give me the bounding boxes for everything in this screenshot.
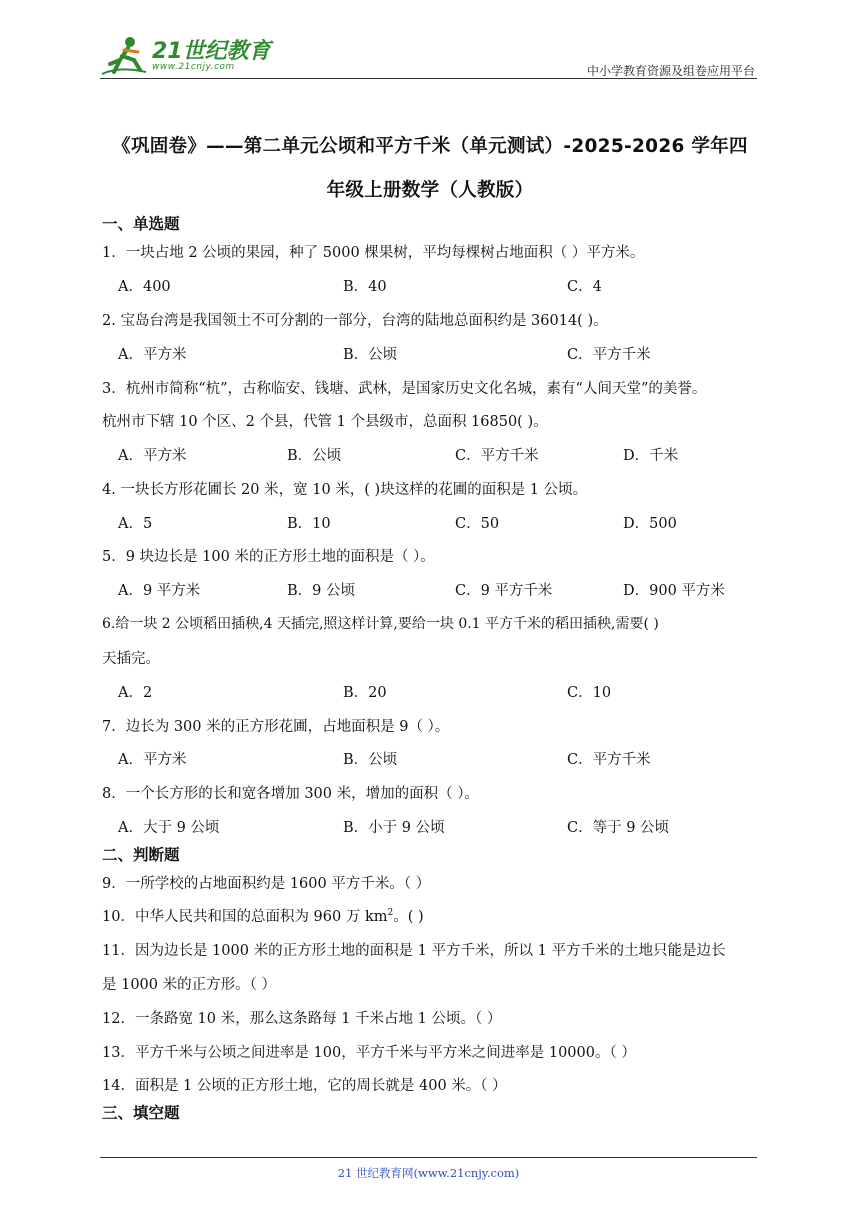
q3-option-a: A．平方米 xyxy=(118,448,187,464)
q6-option-c: C．10 xyxy=(567,685,612,701)
q1-option-a: A．400 xyxy=(118,279,171,295)
question-13: 13．平方千米与公顷之间进率是 100，平方千米与平方米之间进率是 10000。（ ） xyxy=(102,1045,636,1061)
question-11-line1: 11．因为边长是 1000 米的正方形土地的面积是 1 平方千米，所以 1 平方千米的土地只能是边长 xyxy=(102,943,726,959)
question-10 xyxy=(102,905,424,926)
q6-option-a: A．2 xyxy=(118,685,153,701)
q4-option-b: B．10 xyxy=(287,516,331,532)
question-11-line2: 是 1000 米的正方形。（ ） xyxy=(102,977,276,993)
question-14: 14．面积是 1 公顷的正方形土地，它的周长就是 400 米。（ ） xyxy=(102,1078,507,1094)
site-logo xyxy=(100,34,271,76)
header-divider xyxy=(100,78,757,79)
runner-logo-icon xyxy=(100,34,150,76)
question-6-line2: 天插完。 xyxy=(102,651,160,667)
q5-option-c: C．9 平方千米 xyxy=(455,583,553,599)
q8-option-b: B．小于 9 公顷 xyxy=(343,820,445,836)
question-1: 1．一块占地 2 公顷的果园，种了 5000 棵果树，平均每棵树占地面积（ ）平方米。 xyxy=(102,245,645,261)
section-heading-fill-blank: 三、填空题 xyxy=(102,1104,180,1122)
q5-option-d: D．900 平方米 xyxy=(623,583,725,599)
q8-option-c: C．等于 9 公顷 xyxy=(567,820,670,836)
q3-option-b: B．公顷 xyxy=(287,448,342,464)
q4-option-a: A．5 xyxy=(118,516,153,532)
q1-option-c: C．4 xyxy=(567,279,602,295)
q4-option-c: C．50 xyxy=(455,516,500,532)
q4-option-d: D．500 xyxy=(623,516,677,532)
q3-option-c: C．平方千米 xyxy=(455,448,539,464)
question-4: 4. 一块长方形花圃长 20 米，宽 10 米，( )块这样的花圃的面积是 1 公顷。 xyxy=(102,482,588,498)
logo-url: www.21cnjy.com xyxy=(152,62,235,72)
q7-option-b: B．公顷 xyxy=(343,752,398,768)
q2-option-c: C．平方千米 xyxy=(567,347,651,363)
q2-option-a: A．平方米 xyxy=(118,347,187,363)
document-title-line2: 年级上册数学（人教版） xyxy=(326,180,534,201)
q5-option-a: A．9 平方米 xyxy=(118,583,201,599)
section-heading-single-choice: 一、单选题 xyxy=(102,215,180,233)
q6-option-b: B．20 xyxy=(343,685,387,701)
platform-name: 中小学教育资源及组卷应用平台 xyxy=(586,64,755,78)
q2-option-b: B．公顷 xyxy=(343,347,398,363)
q8-option-a: A．大于 9 公顷 xyxy=(118,820,220,836)
q10-superscript: 2 xyxy=(387,908,394,919)
question-5: 5．9 块边长是 100 米的正方形土地的面积是（ ）。 xyxy=(102,549,435,565)
logo-text: 21世纪教育 xyxy=(152,39,271,64)
q5-option-b: B．9 公顷 xyxy=(287,583,355,599)
footer-link[interactable]: 21 世纪教育网(www.21cnjy.com) xyxy=(337,1166,520,1180)
q1-option-b: B．40 xyxy=(343,279,387,295)
question-9: 9．一所学校的占地面积约是 1600 平方千米。（ ） xyxy=(102,876,431,892)
question-6-line1: 6.给一块 2 公顷稻田插秧,4 天插完,照这样计算,要给一块 0.1 平方千米的稻田插秧,需要( ) xyxy=(102,616,659,632)
question-3-line1: 3．杭州市简称“杭”，古称临安、钱塘、武林，是国家历史文化名城，素有“人间天堂”的美誉。 xyxy=(102,381,707,397)
page-header xyxy=(100,28,757,80)
document-title-line1: 《巩固卷》——第二单元公顷和平方千米（单元测试）-2025-2026 学年四 xyxy=(112,136,748,157)
q10-text: 10．中华人民共和国的总面积为 960 万 km xyxy=(102,909,388,925)
question-3-line2: 杭州市下辖 10 个区、2 个县，代管 1 个县级市，总面积 16850( )。 xyxy=(102,414,548,430)
question-2: 2. 宝岛台湾是我国领土不可分割的一部分，台湾的陆地总面积约是 36014( )。 xyxy=(102,313,608,329)
q7-option-c: C．平方千米 xyxy=(567,752,651,768)
footer-divider xyxy=(100,1157,757,1158)
question-8: 8．一个长方形的长和宽各增加 300 米，增加的面积（ ）。 xyxy=(102,786,479,802)
question-12: 12．一条路宽 10 米，那么这条路每 1 千米占地 1 公顷。（ ） xyxy=(102,1011,502,1027)
q7-option-a: A．平方米 xyxy=(118,752,187,768)
q10-text-end: 。( ) xyxy=(393,909,424,925)
section-heading-true-false: 二、判断题 xyxy=(102,846,180,864)
q3-option-d: D．千米 xyxy=(623,448,679,464)
question-7: 7．边长为 300 米的正方形花圃，占地面积是 9（ ）。 xyxy=(102,719,450,735)
